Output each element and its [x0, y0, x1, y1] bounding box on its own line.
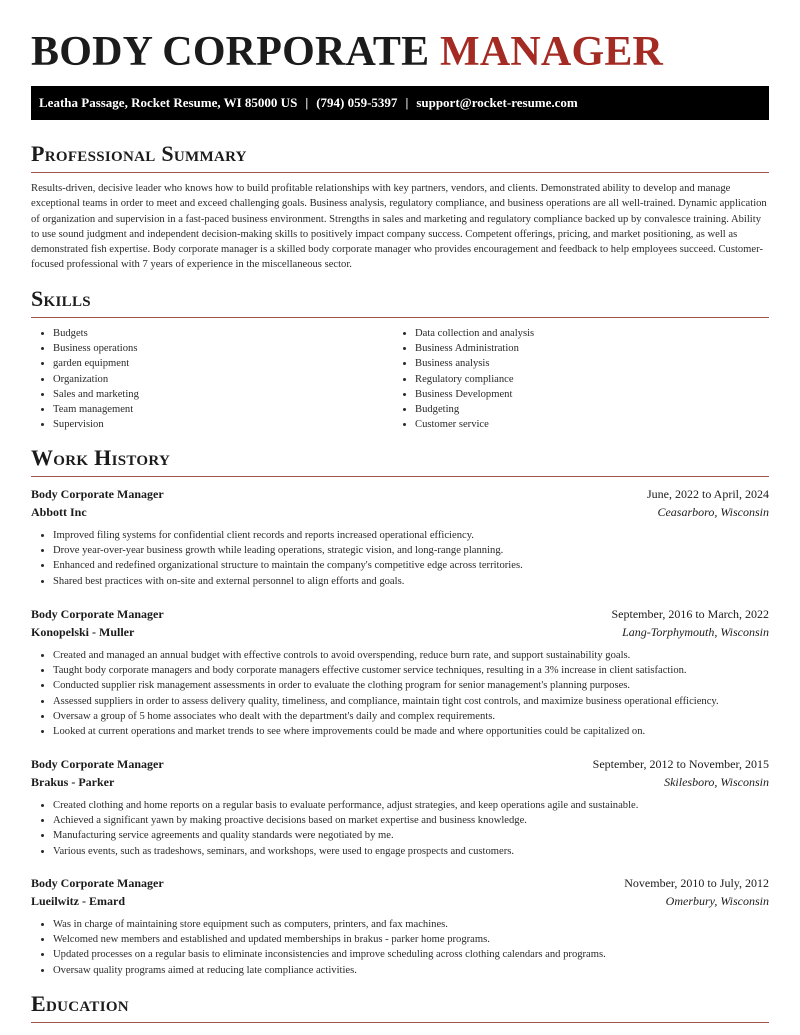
section-title-skills: Skills: [31, 286, 91, 311]
job-dates: September, 2012 to November, 2015: [592, 757, 769, 771]
job-role: Body Corporate Manager: [31, 607, 164, 621]
summary-text: Results-driven, decisive leader who knows how to build profitable relationships with key partners, vendors, and clients. Demonstrated ability to develop and manage exceptional teams in order to meet and exceed challenging goals. Business analysis, regulatory compliance, and business operations are all well-trained. Dynamic application of organization and supervision in a fast-paced business environment. Strengths in sales and marketing and regulatory compliance backed up by convalesce training. Ability to use sound judgment and independent decision-making skills to positively impact company success. Competent offerings, pricing, and market positioning, as well as demonstrated fish expertise. Body corporate manager is a skilled body corporate manager who provides encouragement and feedback to help employees succeed. Customer-focused professional with 7 years of experience in the miscellaneous sector.: [31, 183, 767, 271]
job-entry: [31, 606, 769, 739]
job-location: Omerbury, Wisconsin: [665, 894, 769, 908]
job-bullet: • Oversaw quality programs aimed at reducing late compliance activities.: [53, 963, 769, 978]
contact-bar: [31, 86, 769, 120]
resume-title: [31, 0, 769, 77]
section-title-work-history: Work History: [31, 445, 171, 470]
job-entry: [31, 756, 769, 859]
contact-phone[interactable]: (794) 059-5397: [316, 95, 398, 110]
job-bullet: • Shared best practices with on-site and external personnel to align efforts and goals.: [53, 574, 769, 589]
job-bullet: • Manufacturing service agreements and quality standards were negotiated by me.: [53, 828, 769, 843]
job-role: Body Corporate Manager: [31, 757, 164, 771]
job-company: Konopelski - Muller: [31, 625, 135, 639]
job-bullet: • Conducted supplier risk management assessments in order to evaluate the clothing program for senior management's planning purposes.: [53, 678, 769, 693]
job-company: Abbott Inc: [31, 505, 87, 519]
job-bullet: • Assessed suppliers in order to assess delivery quality, timeliness, and compliance, maintain tight cost controls, and maximize business operational efficiency.: [53, 694, 769, 709]
job-bullet: • Drove year-over-year business growth while leading operations, strategic vision, and long-range planning.: [53, 543, 769, 558]
job-bullets: [31, 528, 769, 589]
job-bullets: [31, 798, 769, 859]
skill-item: • Regulatory compliance: [415, 372, 534, 387]
job-company: Brakus - Parker: [31, 775, 115, 789]
skill-item: • Business analysis: [415, 356, 534, 371]
contact-separator: |: [305, 95, 309, 110]
job-bullets: [31, 917, 769, 978]
skills-column-right: [393, 326, 534, 432]
skills-column-left: [31, 326, 139, 432]
job-bullet: • Various events, such as tradeshows, seminars, and workshops, were used to engage prospects and customers.: [53, 844, 769, 859]
job-bullet: • Was in charge of maintaining store equipment such as computers, printers, and fax machines.: [53, 917, 769, 932]
job-location: Ceasarboro, Wisconsin: [657, 505, 769, 519]
job-bullet: • Achieved a significant yawn by making proactive decisions based on market expertise and business knowledge.: [53, 813, 769, 828]
job-bullets: [31, 648, 769, 739]
skill-item: • Data collection and analysis: [415, 326, 534, 341]
job-entry: [31, 875, 769, 978]
job-bullet: • Created clothing and home reports on a regular basis to evaluate performance, adjust strategies, and keep operations agile and sustainable.: [53, 798, 769, 813]
job-dates: November, 2010 to July, 2012: [624, 876, 769, 890]
skill-item: • garden equipment: [53, 356, 139, 371]
contact-separator: |: [405, 95, 409, 110]
skill-item: • Business Development: [415, 387, 534, 402]
job-entry: [31, 486, 769, 589]
skill-item: • Budgets: [53, 326, 139, 341]
job-role: Body Corporate Manager: [31, 487, 164, 501]
section-divider: [31, 1022, 769, 1023]
job-bullet: • Created and managed an annual budget with effective controls to avoid overspending, reduce burn rate, and support sustainability goals.: [53, 648, 769, 663]
job-bullet: • Improved filing systems for confidential client records and reports increased operational efficiency.: [53, 528, 769, 543]
job-bullet: • Looked at current operations and market trends to see where improvements could be made and where opportunities could be capitalized on.: [53, 724, 769, 739]
skill-item: • Supervision: [53, 417, 139, 432]
section-divider: [31, 476, 769, 477]
skill-item: • Team management: [53, 402, 139, 417]
title-accent: MANAGER: [440, 29, 664, 75]
skill-item: • Sales and marketing: [53, 387, 139, 402]
job-bullet: • Welcomed new members and established and updated memberships in brakus - parker home programs.: [53, 932, 769, 947]
job-bullet: • Taught body corporate managers and body corporate managers effective customer service techniques, resulting in a 3% increase in client satisfaction.: [53, 663, 769, 678]
section-title-education: Education: [31, 991, 129, 1016]
title-main: BODY CORPORATE: [31, 29, 430, 75]
job-bullet: • Updated processes on a regular basis to eliminate inconsistencies and improve scheduling across clothing calendars and programs.: [53, 947, 769, 962]
contact-address: Leatha Passage, Rocket Resume, WI 85000 US: [39, 95, 298, 110]
resume-page: [31, 0, 769, 1016]
job-dates: June, 2022 to April, 2024: [647, 487, 769, 501]
job-location: Skilesboro, Wisconsin: [664, 775, 769, 789]
section-title-summary: Professional Summary: [31, 141, 247, 166]
job-company: Lueilwitz - Emard: [31, 894, 125, 908]
job-bullet: • Oversaw a group of 5 home associates who dealt with the department's daily and complex requirements.: [53, 709, 769, 724]
job-dates: September, 2016 to March, 2022: [611, 607, 769, 621]
contact-email[interactable]: support@rocket-resume.com: [416, 95, 578, 110]
skill-item: • Budgeting: [415, 402, 534, 417]
skill-item: • Organization: [53, 372, 139, 387]
skill-item: • Customer service: [415, 417, 534, 432]
section-divider: [31, 317, 769, 318]
skill-item: • Business operations: [53, 341, 139, 356]
job-role: Body Corporate Manager: [31, 876, 164, 890]
job-location: Lang-Torphymouth, Wisconsin: [622, 625, 769, 639]
section-divider: [31, 172, 769, 173]
skill-item: • Business Administration: [415, 341, 534, 356]
job-bullet: • Enhanced and redefined organizational structure to maintain the company's competitive edge across territories.: [53, 558, 769, 573]
